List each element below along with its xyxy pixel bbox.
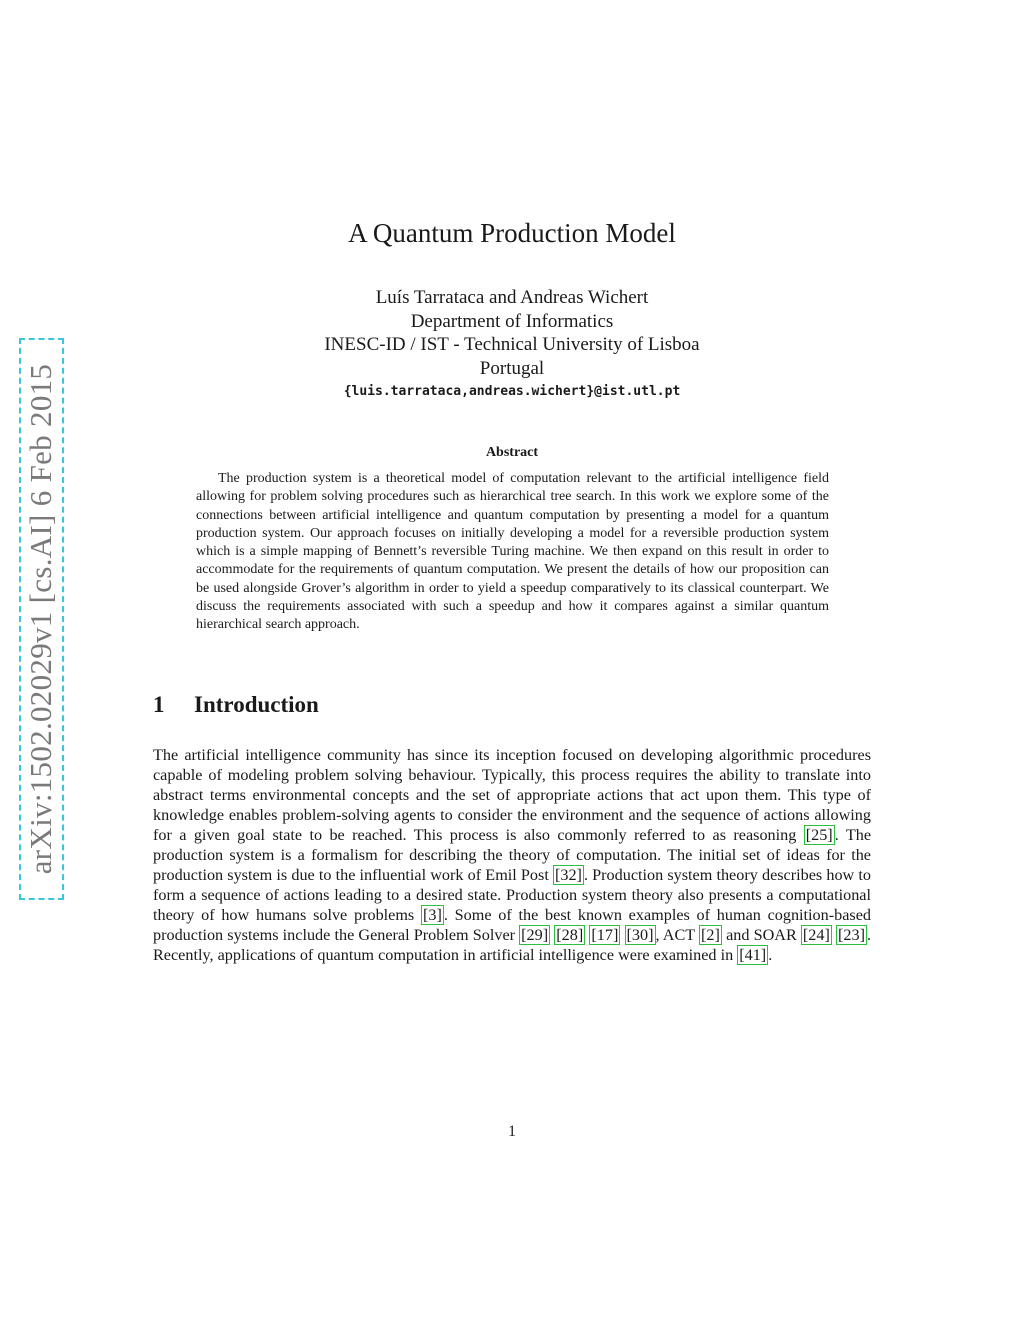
author-institution: INESC-ID / IST - Technical University of Lisboa: [324, 334, 700, 355]
citation-link[interactable]: [3]: [422, 906, 442, 924]
intro-text: . Production system theory describes how to form a sequence of actions leading to a desired state. Production system theory also presents a computational theory of how humans solve problems: [153, 866, 871, 924]
intro-text: and SOAR: [721, 926, 801, 944]
intro-text: . Some of the best known examples of human cognition-based production systems include the General Problem Solver: [153, 906, 871, 944]
citation-link[interactable]: [32]: [554, 866, 582, 884]
intro-text: The artificial intelligence community has since its inception focused on developing algorithmic procedures capable of modeling problem solving behaviour. Typically, this process requires the ability to translate into abstract terms environmental concepts and the set of appropriate actions that act upon them. This type of knowledge enables problem-solving agents to consider the environment and the sequence of actions allowing for a given goal state to be reached. This process is also commonly referred to as reasoning: [153, 746, 871, 844]
author-names: Luís Tarrataca and Andreas Wichert: [375, 287, 649, 308]
citation-link[interactable]: [29]: [521, 926, 549, 944]
citation-link[interactable]: [30]: [626, 926, 654, 944]
author-block: [0, 286, 1024, 404]
author-country: Portugal: [479, 357, 545, 379]
citation-link[interactable]: [17]: [591, 926, 619, 944]
section-title: Introduction: [194, 692, 319, 717]
citation-link[interactable]: [28]: [556, 926, 584, 944]
section-number: 1: [153, 692, 165, 717]
introduction-paragraph: [153, 745, 871, 965]
citation-link[interactable]: [23]: [838, 926, 865, 944]
paper-title: A Quantum Production Model: [348, 218, 676, 248]
citation-link[interactable]: [24]: [802, 926, 830, 944]
arxiv-identifier[interactable]: arXiv:1502.02029v1 [cs.AI] 6 Feb 2015: [23, 363, 58, 875]
page-number: 1: [508, 1123, 516, 1140]
intro-text: . The production system is a formalism for describing the theory of computation. The initial set of ideas for the production system is due to the influential work of Emil Post: [153, 826, 872, 884]
citation-link[interactable]: [25]: [805, 826, 833, 844]
author-email[interactable]: {luis.tarrataca,andreas.wichert}@ist.utl.pt: [343, 384, 681, 399]
intro-text: . Recently, applications of quantum computation in artificial intelligence were examined in: [153, 926, 872, 964]
section-heading: [153, 692, 319, 718]
abstract-text: The production system is a theoretical model of computation relevant to the artificial intelligence field allowing for problem solving procedures such as hierarchical tree search. In this work we explore some of the connections between artificial intelligence and quantum computation by presenting a model for a quantum production system. Our approach focuses on initially developing a model for a reversible production system which is a simple mapping of Bennett’s reversible Turing machine. We then expand on this result in order to accommodate for the requirements of quantum computation. We present the details of how our proposition can be used alongside Grover’s algorithm in order to yield a speedup comparatively to its classical counterpart. We discuss the requirements associated with such a speedup and how it compares against a similar quantum hierarchical search approach.: [196, 471, 829, 633]
abstract-heading: Abstract: [485, 445, 539, 460]
citation-link[interactable]: [2]: [701, 926, 720, 944]
intro-text: , ACT: [655, 926, 700, 944]
author-department: Department of Informatics: [410, 310, 614, 332]
citation-link[interactable]: [41]: [739, 946, 767, 964]
intro-text: .: [768, 946, 773, 964]
